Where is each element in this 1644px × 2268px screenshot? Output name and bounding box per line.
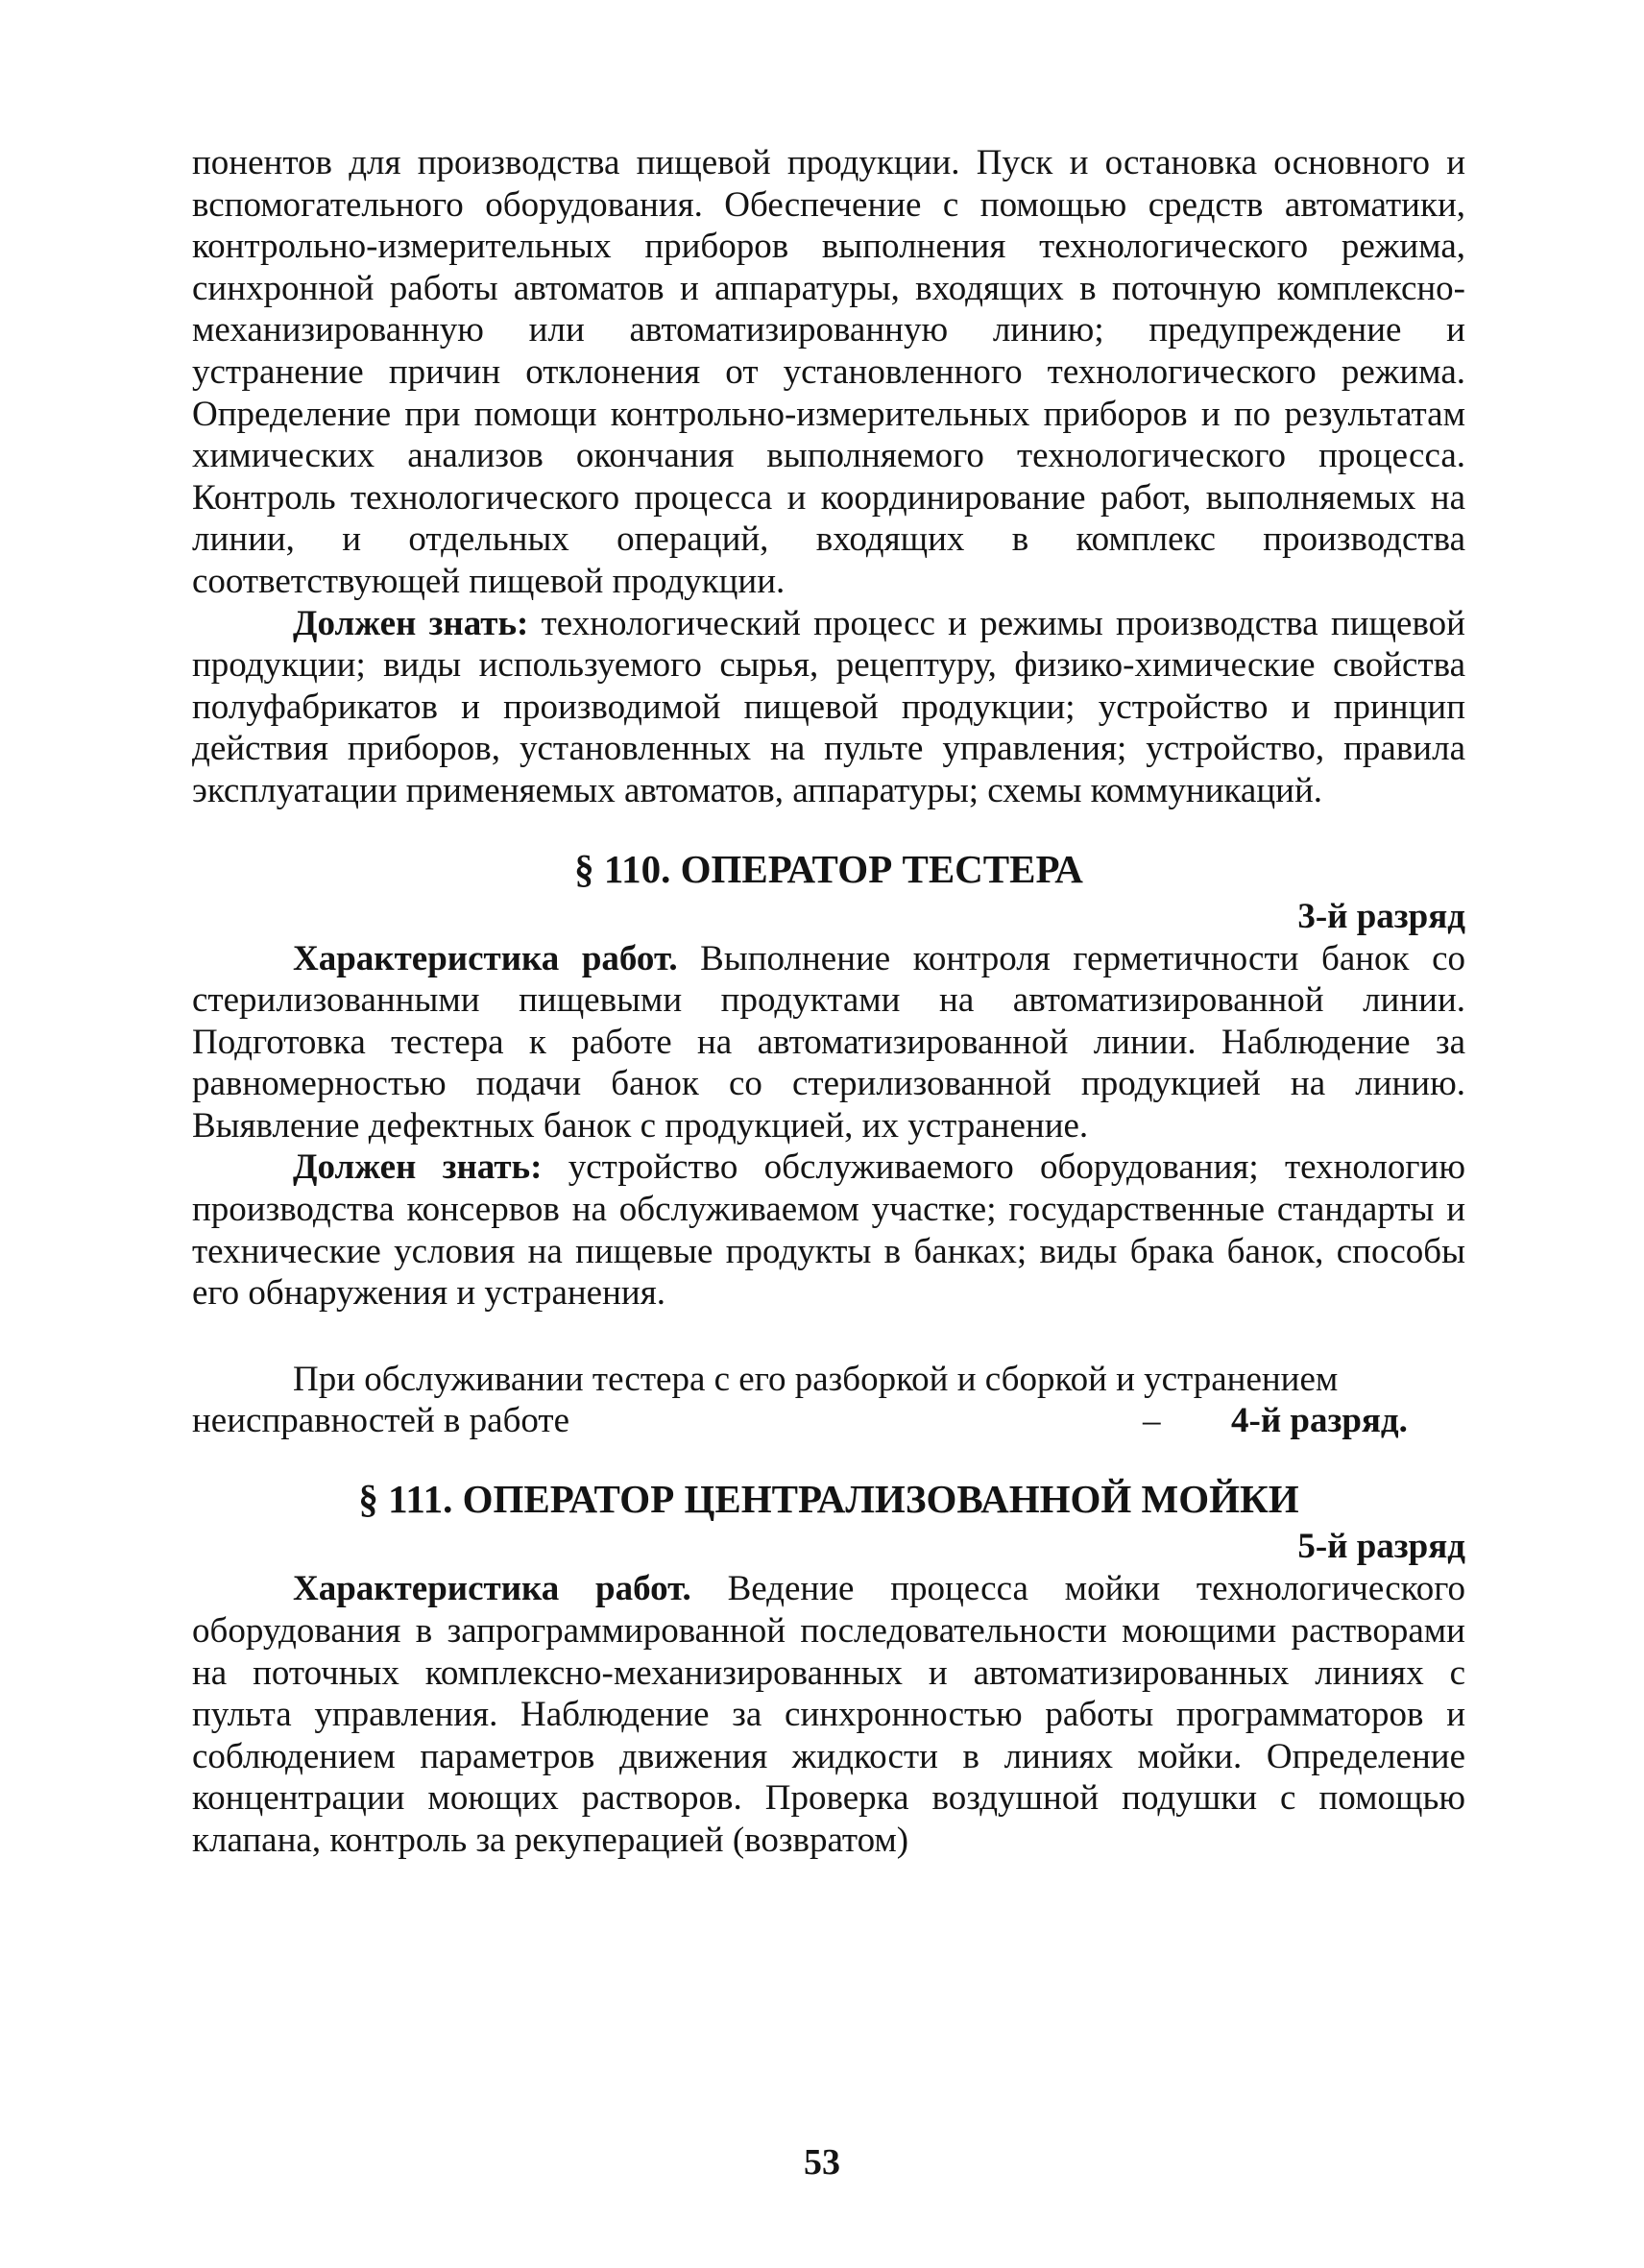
characteristics-text: Ведение процесса мойки технологического оборудования в запрограммированной последовательности моющими растворами на поточных комплексно-механизированных и автоматизированных линиях с пульта управления. Наблюдение за синхронностью работы программаторов и соблюдением параметров движения жидкости в линиях мойки. Определение концентрации моющих растворов. Проверка воздушной подушки с помощью клапана, контроль за рекуперацией (возвратом) bbox=[192, 1569, 1465, 1860]
note-grade: 4-й разряд. bbox=[1231, 1401, 1408, 1441]
section-110-title: § 110. ОПЕРАТОР ТЕСТЕРА bbox=[574, 846, 1083, 891]
document-page bbox=[192, 142, 1465, 1862]
must-know-text: устройство обслуживаемого оборудования; технологию производства консервов на обслуживаемом участке; государственные стандарты и технические условия на пищевые продукты в банках; виды брака банок, способы его обнаружения и устранения. bbox=[192, 1147, 1465, 1314]
section-110-must-know bbox=[192, 1146, 1465, 1314]
page-number: 53 bbox=[804, 2142, 840, 2183]
characteristics-label: Характеристика работ. bbox=[293, 938, 678, 978]
characteristics-label: Характеристика работ. bbox=[293, 1569, 691, 1609]
characteristics-text: Выполнение контроля герметичности банок со стерилизованными пищевыми продуктами на автоматизированной линии. Подготовка тестера к работе на автоматизированной линии. Наблюдение за равномерностью подачи банок со стерилизованной продукцией на линию. Выявление дефектных банок с продукцией, их устранение. bbox=[192, 938, 1465, 1146]
section-110-characteristics bbox=[192, 938, 1465, 1147]
must-know-text: технологический процесс и режимы производства пищевой продукции; виды используемого сырья, рецептуру, физико-химические свойства полуфабрикатов и производимой пищевой продукции; устройство и принцип действия приборов, установленных на пульте управления; устройство, правила эксплуатации применяемых автоматов, аппаратуры; схемы коммуникаций. bbox=[192, 603, 1465, 810]
note-line-2 bbox=[192, 1400, 1465, 1442]
section-111-title: § 111. ОПЕРАТОР ЦЕНТРАЛИЗОВАННОЙ МОЙКИ bbox=[358, 1477, 1299, 1522]
section-110-grade: 3-й разряд bbox=[1297, 896, 1465, 936]
note-line-1: При обслуживании тестера с его разборкой и сборкой и устранением bbox=[293, 1359, 1339, 1399]
section-111-grade: 5-й разряд bbox=[1297, 1527, 1465, 1567]
section-111-characteristics bbox=[192, 1568, 1465, 1861]
intro-paragraph: понентов для производства пищевой продукции. Пуск и остановка основного и вспомогательного оборудования. Обеспечение с помощью средств автоматики, контрольно-измерительных приборов выполнения технологического режима, синхронной работы автоматов и аппаратуры, входящих в поточную комплексно-механизированную или автоматизированную линию; предупреждение и устранение причин отклонения от установленного технологического режима. Определение при помощи контрольно-измерительных приборов и по результатам химических анализов окончания выполняемого технологического процесса. Контроль технологического процесса и координирование работ, выполняемых на линии, и отдельных операций, входящих в комплекс производства соответствующей пищевой продукции. bbox=[192, 143, 1465, 601]
note-condition: неисправностей в работе bbox=[192, 1401, 569, 1441]
must-know-label: Должен знать: bbox=[293, 1147, 543, 1188]
intro-must-know-paragraph bbox=[192, 603, 1465, 812]
must-know-label: Должен знать: bbox=[293, 603, 529, 643]
section-110-grade-note bbox=[192, 1359, 1465, 1443]
note-dash: – bbox=[1143, 1401, 1161, 1441]
